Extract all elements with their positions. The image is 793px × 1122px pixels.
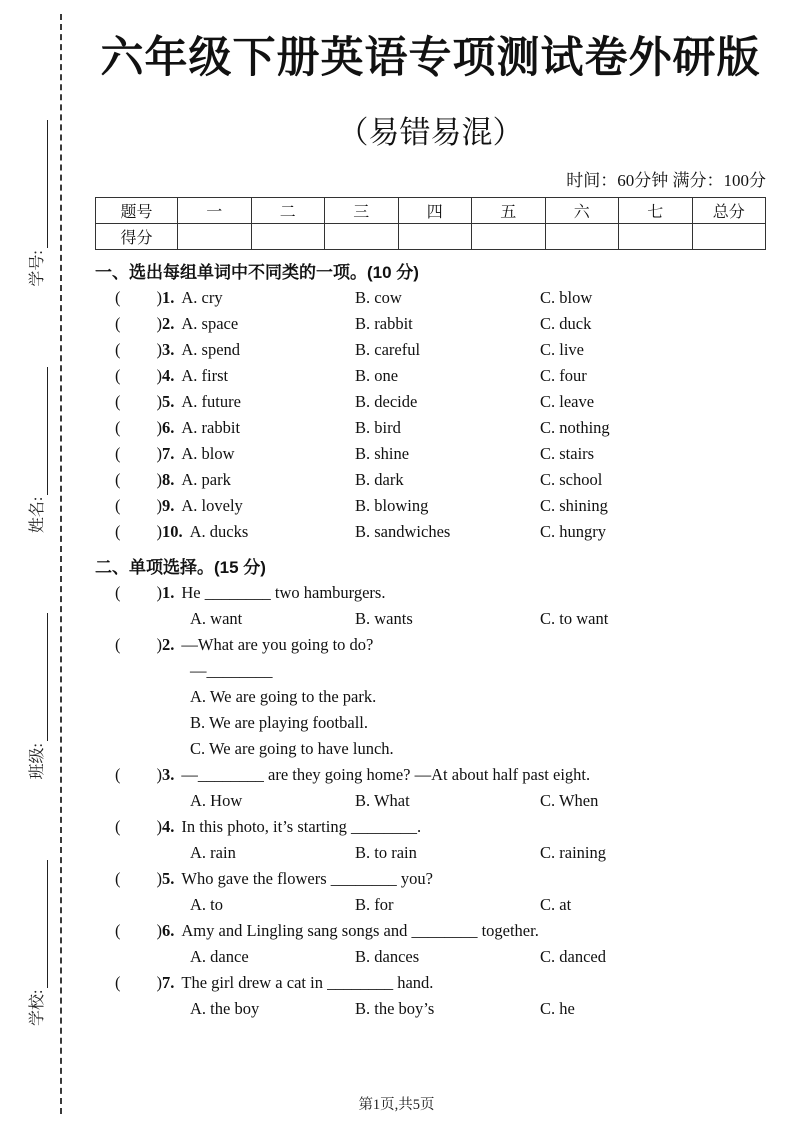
score-row-label: 得分 bbox=[96, 224, 178, 250]
answer-paren-close: ) bbox=[156, 921, 162, 940]
s2-question-stem bbox=[115, 632, 766, 658]
s2-options-row bbox=[190, 840, 766, 866]
option-a: A. blow bbox=[181, 444, 235, 463]
option-a: A. lovely bbox=[181, 496, 243, 515]
option-a: A. space bbox=[181, 314, 239, 333]
page-subtitle: （易错易混） bbox=[337, 115, 524, 150]
question-number: 1. bbox=[162, 288, 175, 307]
option-b: B. one bbox=[355, 366, 399, 385]
answer-paren-close: ) bbox=[156, 817, 162, 836]
option-b: B. for bbox=[355, 895, 394, 914]
seal-blank-line bbox=[28, 120, 48, 248]
answer-paren-close: ) bbox=[156, 765, 162, 784]
seal-group-student-id bbox=[28, 120, 48, 286]
option-a: A. first bbox=[181, 366, 229, 385]
option-a: A. want bbox=[190, 609, 243, 628]
score-header-cell: 一 bbox=[178, 198, 252, 224]
option-b: B. careful bbox=[355, 340, 421, 359]
s1-question-row bbox=[115, 519, 766, 545]
question-number: 9. bbox=[162, 496, 175, 515]
option-c: C. four bbox=[540, 366, 587, 385]
answer-paren-open: ( bbox=[115, 288, 121, 307]
option-b: B. the boy’s bbox=[355, 999, 435, 1018]
question-number: 4. bbox=[162, 817, 175, 836]
score-empty-cell bbox=[398, 224, 472, 250]
seal-blank-line bbox=[28, 367, 48, 495]
answer-paren-close: ) bbox=[156, 583, 162, 602]
option-b: B. shine bbox=[355, 444, 410, 463]
question-text: He ________ two hamburgers. bbox=[181, 583, 386, 602]
question-number: 3. bbox=[162, 765, 175, 784]
option-c: C. raining bbox=[540, 843, 606, 862]
seal-group-class bbox=[28, 613, 48, 779]
option-b: B. dark bbox=[355, 470, 404, 489]
answer-paren-open: ( bbox=[115, 583, 121, 602]
option-b: B. bird bbox=[355, 418, 401, 437]
option-a: A. How bbox=[190, 791, 243, 810]
option-b: B. decide bbox=[355, 392, 418, 411]
answer-paren-close: ) bbox=[156, 366, 162, 385]
s1-question-row bbox=[115, 493, 766, 519]
score-header-cell: 四 bbox=[398, 198, 472, 224]
score-header-cell: 三 bbox=[325, 198, 399, 224]
s2-question-stem bbox=[115, 580, 766, 606]
answer-paren-close: ) bbox=[156, 635, 162, 654]
score-empty-cell bbox=[251, 224, 325, 250]
question-number: 6. bbox=[162, 921, 175, 940]
option-b: B. dances bbox=[355, 947, 420, 966]
answer-paren-close: ) bbox=[156, 314, 162, 333]
answer-paren-open: ( bbox=[115, 392, 121, 411]
option-a: A. future bbox=[181, 392, 241, 411]
option-c: C. blow bbox=[540, 288, 593, 307]
answer-paren-close: ) bbox=[156, 392, 162, 411]
option-c: C. duck bbox=[540, 314, 592, 333]
score-header-cell: 总分 bbox=[692, 198, 766, 224]
option-a: A. to bbox=[190, 895, 223, 914]
s1-question-row bbox=[115, 285, 766, 311]
s1-question-row bbox=[115, 363, 766, 389]
option-b: B. cow bbox=[355, 288, 402, 307]
score-header-cell: 题号 bbox=[96, 198, 178, 224]
option-c: C. school bbox=[540, 470, 603, 489]
section1-heading: 一、选出每组单词中不同类的一项。(10 分) bbox=[95, 263, 419, 282]
s1-question-row bbox=[115, 467, 766, 493]
s2-options-row bbox=[190, 892, 766, 918]
question-number: 5. bbox=[162, 392, 175, 411]
question-text: In this photo, it’s starting ________. bbox=[181, 817, 422, 836]
answer-paren-open: ( bbox=[115, 366, 121, 385]
option-c: C. he bbox=[540, 999, 575, 1018]
answer-paren-close: ) bbox=[156, 418, 162, 437]
question-number: 7. bbox=[162, 973, 175, 992]
question-number: 2. bbox=[162, 314, 175, 333]
s1-question-row bbox=[115, 389, 766, 415]
answer-paren-open: ( bbox=[115, 444, 121, 463]
question-number: 1. bbox=[162, 583, 175, 602]
question-text: —________ are they going home? —At about half past eight. bbox=[181, 765, 591, 784]
score-header-cell: 七 bbox=[619, 198, 693, 224]
answer-paren-open: ( bbox=[115, 418, 121, 437]
answer-paren-close: ) bbox=[156, 470, 162, 489]
option-a: A. rabbit bbox=[181, 418, 241, 437]
s2-question-stem bbox=[115, 762, 766, 788]
answer-paren-open: ( bbox=[115, 314, 121, 333]
option-c: C. to want bbox=[540, 609, 609, 628]
answer-paren-open: ( bbox=[115, 340, 121, 359]
answer-paren-close: ) bbox=[156, 869, 162, 888]
s2-question-stem bbox=[115, 814, 766, 840]
seal-dashed-line bbox=[60, 14, 62, 1114]
answer-paren-open: ( bbox=[115, 496, 121, 515]
option-b: B. What bbox=[355, 791, 410, 810]
score-table bbox=[95, 197, 766, 250]
score-table-score-row bbox=[96, 224, 766, 250]
answer-paren-close: ) bbox=[156, 444, 162, 463]
question-number: 10. bbox=[162, 522, 183, 541]
seal-group-name bbox=[28, 367, 48, 533]
seal-label-school: 学校: bbox=[29, 989, 46, 1026]
option-c: C. live bbox=[540, 340, 584, 359]
s2-question-stem bbox=[115, 866, 766, 892]
answer-paren-close: ) bbox=[156, 973, 162, 992]
answer-paren-close: ) bbox=[156, 288, 162, 307]
seal-group-school bbox=[28, 860, 48, 1026]
option-c: C. danced bbox=[540, 947, 606, 966]
s2-options-row bbox=[190, 996, 766, 1022]
score-table-header-row bbox=[96, 198, 766, 224]
score-header-cell: 五 bbox=[472, 198, 546, 224]
option-b: B. We are playing football. bbox=[190, 713, 368, 732]
option-c: C. at bbox=[540, 895, 572, 914]
answer-paren-close: ) bbox=[156, 340, 162, 359]
option-a: A. dance bbox=[190, 947, 249, 966]
option-b: B. sandwiches bbox=[355, 522, 451, 541]
question-number: 2. bbox=[162, 635, 175, 654]
question-number: 6. bbox=[162, 418, 175, 437]
answer-paren-open: ( bbox=[115, 635, 121, 654]
option-c: C. shining bbox=[540, 496, 608, 515]
option-c: C. leave bbox=[540, 392, 595, 411]
s1-question-row bbox=[115, 337, 766, 363]
question-text: —What are you going to do? bbox=[181, 635, 374, 654]
seal-line-labels bbox=[16, 19, 48, 1114]
answer-paren-close: ) bbox=[156, 496, 162, 515]
s2-options-row bbox=[190, 788, 766, 814]
option-b: B. wants bbox=[355, 609, 413, 628]
question-number: 3. bbox=[162, 340, 175, 359]
s1-question-row bbox=[115, 415, 766, 441]
answer-paren-close: ) bbox=[156, 522, 162, 541]
s2-options-row bbox=[190, 944, 766, 970]
score-header-cell: 六 bbox=[545, 198, 619, 224]
score-empty-cell bbox=[178, 224, 252, 250]
option-a: A. spend bbox=[181, 340, 241, 359]
answer-paren-open: ( bbox=[115, 522, 121, 541]
question-text: The girl drew a cat in ________ hand. bbox=[181, 973, 434, 992]
question-number: 4. bbox=[162, 366, 175, 385]
answer-paren-open: ( bbox=[115, 869, 121, 888]
answer-paren-open: ( bbox=[115, 973, 121, 992]
seal-label-student-id: 学号: bbox=[29, 250, 46, 287]
section2-heading: 二、单项选择。(15 分) bbox=[95, 558, 266, 577]
exam-meta: 时间：60分钟 满分：100分 bbox=[566, 171, 766, 190]
seal-label-class: 班级: bbox=[29, 743, 46, 780]
question-number: 7. bbox=[162, 444, 175, 463]
question-text: Amy and Lingling sang songs and ________ together. bbox=[181, 921, 539, 940]
page-title: 六年级下册英语专项测试卷外研版 bbox=[100, 35, 761, 82]
score-empty-cell bbox=[472, 224, 546, 250]
question-text: Who gave the flowers ________ you? bbox=[181, 869, 433, 888]
option-c: C. When bbox=[540, 791, 599, 810]
s2-question-stem bbox=[115, 918, 766, 944]
score-empty-cell bbox=[325, 224, 399, 250]
option-a: A. park bbox=[181, 470, 231, 489]
answer-paren-open: ( bbox=[115, 470, 121, 489]
option-b: B. rabbit bbox=[355, 314, 413, 333]
option-a: A. the boy bbox=[190, 999, 260, 1018]
answer-paren-open: ( bbox=[115, 817, 121, 836]
option-c: C. hungry bbox=[540, 522, 606, 541]
option-a: A. We are going to the park. bbox=[190, 687, 377, 706]
question-number: 8. bbox=[162, 470, 175, 489]
answer-paren-open: ( bbox=[115, 765, 121, 784]
score-empty-cell bbox=[545, 224, 619, 250]
option-a: A. cry bbox=[181, 288, 223, 307]
seal-blank-line bbox=[28, 613, 48, 741]
option-c: C. nothing bbox=[540, 418, 610, 437]
score-empty-cell bbox=[692, 224, 766, 250]
option-c: C. stairs bbox=[540, 444, 595, 463]
s1-question-row bbox=[115, 441, 766, 467]
question-number: 5. bbox=[162, 869, 175, 888]
s2-options-row bbox=[190, 606, 766, 632]
answer-paren-open: ( bbox=[115, 921, 121, 940]
option-c: C. We are going to have lunch. bbox=[190, 739, 394, 758]
score-header-cell: 二 bbox=[251, 198, 325, 224]
s2-question-stem bbox=[115, 970, 766, 996]
score-empty-cell bbox=[619, 224, 693, 250]
option-a: A. ducks bbox=[189, 522, 249, 541]
option-a: A. rain bbox=[190, 843, 236, 862]
option-b: B. blowing bbox=[355, 496, 429, 515]
s1-question-row bbox=[115, 311, 766, 337]
page-footer: 第1页,共5页 bbox=[358, 1097, 435, 1113]
s2-question-stem-2: —________ bbox=[190, 661, 273, 680]
exam-content bbox=[95, 0, 766, 1022]
seal-label-name: 姓名: bbox=[29, 496, 46, 534]
option-b: B. to rain bbox=[355, 843, 417, 862]
seal-blank-line bbox=[28, 860, 48, 988]
